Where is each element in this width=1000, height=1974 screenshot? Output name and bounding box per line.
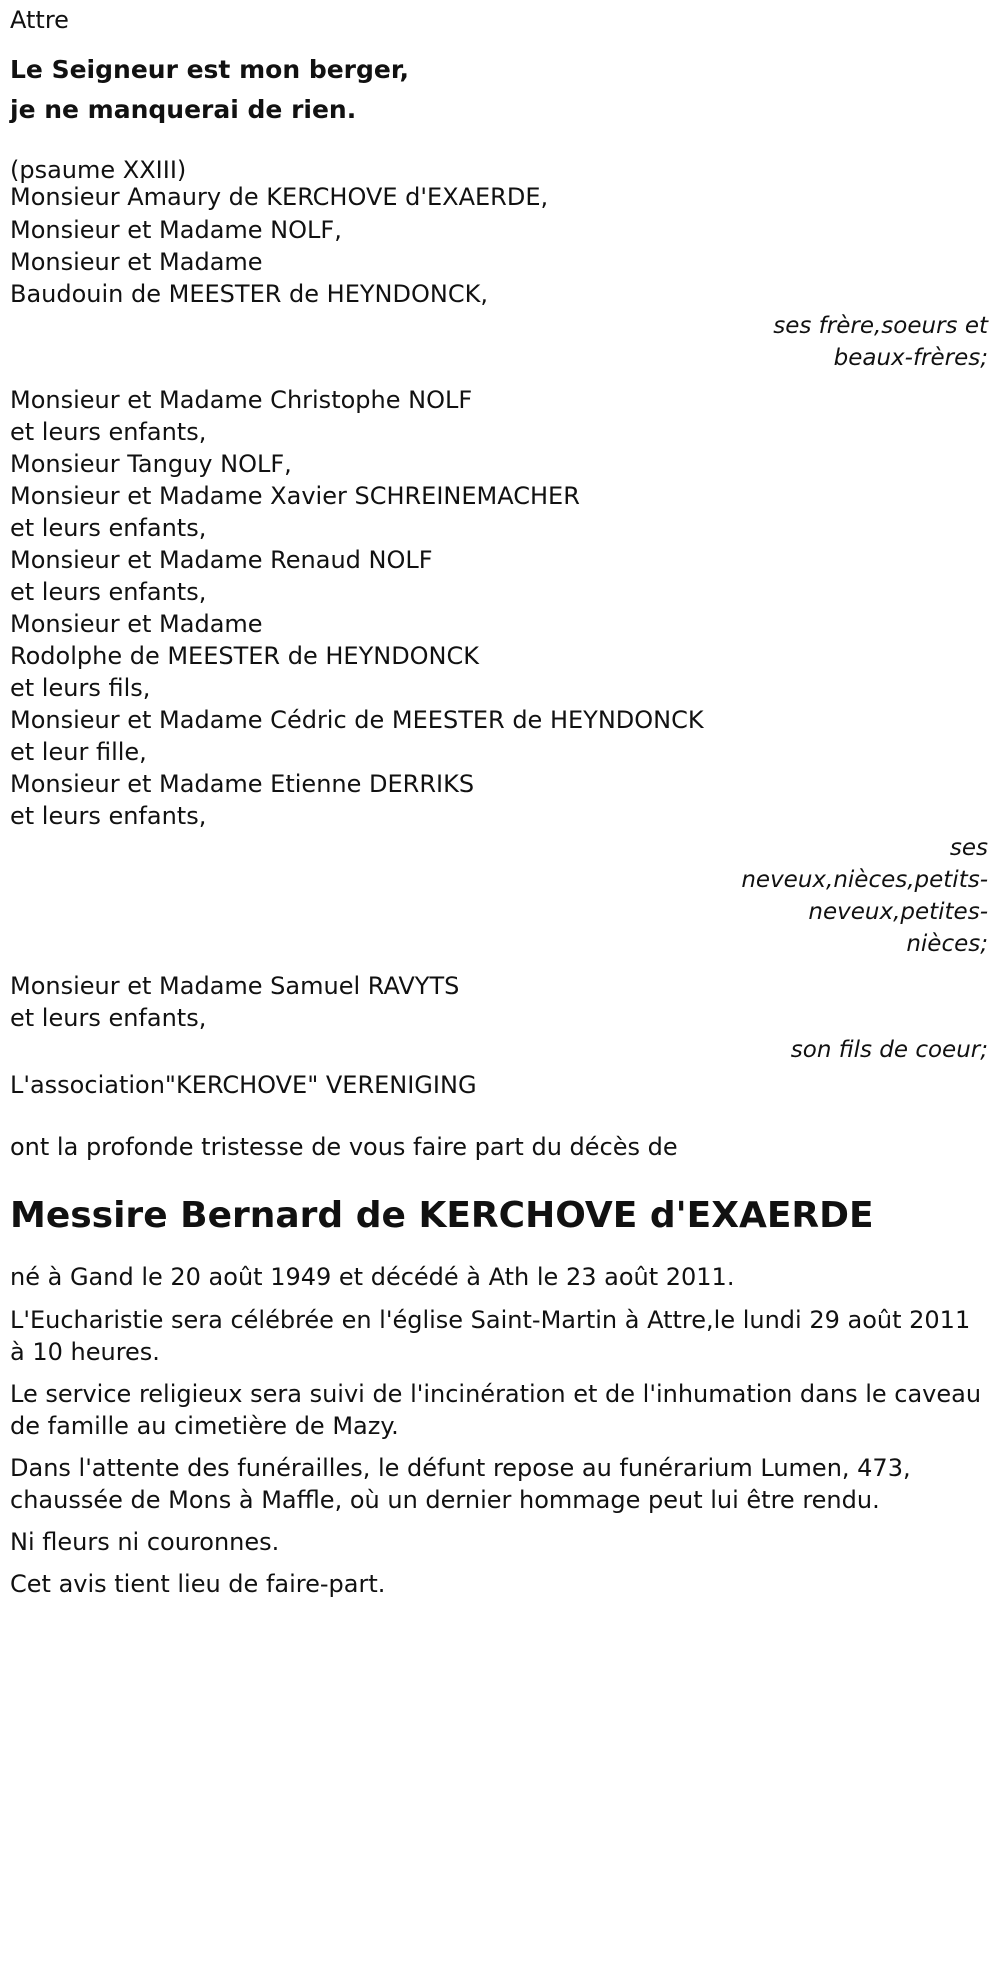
- flowers-notice: Ni fleurs ni couronnes.: [10, 1528, 280, 1556]
- family-group-godson: [10, 970, 990, 1066]
- relation-label: neveux,petites-: [808, 899, 988, 925]
- funerarium-details: Dans l'attente des funérailles, le défunt repose au funérarium Lumen, 473, chaussée de Mons à Maffle, où un dernier hommage peut lui être rendu.: [10, 1454, 911, 1514]
- deceased-name: Messire Bernard de KERCHOVE d'EXAERDE: [10, 1195, 874, 1236]
- relation-label: son fils de coeur;: [790, 1037, 988, 1063]
- family-line: Monsieur et Madame Xavier SCHREINEMACHER: [10, 482, 580, 510]
- family-line: et leurs enfants,: [10, 578, 207, 606]
- relation-label: neveux,nièces,petits-: [741, 867, 988, 893]
- family-line: et leurs enfants,: [10, 514, 207, 542]
- family-line: et leur fille,: [10, 738, 147, 766]
- mass-details: L'Eucharistie sera célébrée en l'église Saint-Martin à Attre,le lundi 29 août 2011 à 10 heures.: [10, 1306, 971, 1366]
- association-name: L'association"KERCHOVE" VERENIGING: [10, 1071, 477, 1099]
- family-line: Monsieur et Madame Christophe NOLF: [10, 386, 473, 414]
- verse-line-2: je ne manquerai de rien.: [10, 95, 357, 124]
- service-details: Le service religieux sera suivi de l'incinération et de l'inhumation dans le caveau de famille au cimetière de Mazy.: [10, 1380, 982, 1440]
- birth-death-dates: né à Gand le 20 août 1949 et décédé à Ath le 23 août 2011.: [10, 1263, 735, 1291]
- verse-line-1: Le Seigneur est mon berger,: [10, 55, 409, 84]
- funeral-details: [10, 1260, 990, 1600]
- family-line: Monsieur et Madame: [10, 610, 263, 638]
- family-line: Monsieur et Madame Etienne DERRIKS: [10, 770, 475, 798]
- relation-label: nièces;: [906, 931, 988, 957]
- family-line: et leurs enfants,: [10, 1004, 207, 1032]
- family-line: Baudouin de MEESTER de HEYNDONCK,: [10, 280, 488, 308]
- announcement-text: ont la profonde tristesse de vous faire part du décès de: [10, 1133, 678, 1161]
- family-group-siblings: [10, 180, 990, 374]
- family-line: et leurs enfants,: [10, 802, 207, 830]
- family-line: Monsieur Amaury de KERCHOVE d'EXAERDE,: [10, 183, 549, 211]
- relation-label: ses: [949, 835, 988, 861]
- notice-statement: Cet avis tient lieu de faire-part.: [10, 1570, 386, 1598]
- family-line: et leurs enfants,: [10, 418, 207, 446]
- family-line: Rodolphe de MEESTER de HEYNDONCK: [10, 642, 480, 670]
- family-line: Monsieur et Madame Cédric de MEESTER de HEYNDONCK: [10, 706, 704, 734]
- obituary-column: [10, 0, 990, 1600]
- family-line: Monsieur et Madame Renaud NOLF: [10, 546, 433, 574]
- relation-label: beaux-frères;: [833, 345, 988, 371]
- place-name: Attre: [10, 6, 69, 34]
- family-line: Monsieur Tanguy NOLF,: [10, 450, 292, 478]
- family-line: Monsieur et Madame: [10, 248, 263, 276]
- psalm-reference: (psaume XXIII): [10, 156, 187, 184]
- relation-label: ses frère,soeurs et: [773, 313, 988, 339]
- family-line: et leurs fils,: [10, 674, 151, 702]
- family-line: Monsieur et Madame Samuel RAVYTS: [10, 972, 460, 1000]
- family-line: Monsieur et Madame NOLF,: [10, 216, 342, 244]
- family-group-nephews-nieces: [10, 384, 990, 960]
